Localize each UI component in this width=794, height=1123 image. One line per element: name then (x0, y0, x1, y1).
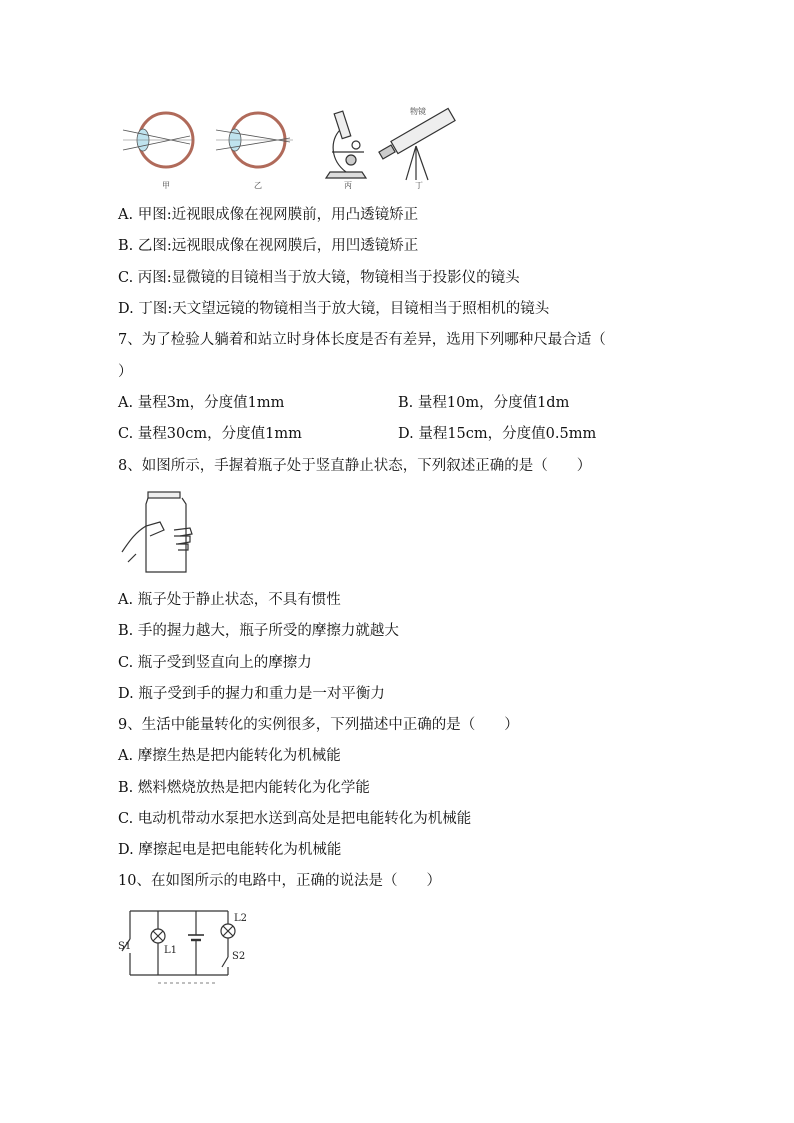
figure-label-bing: 丙 (344, 181, 352, 190)
eye-diagram-yi (216, 113, 293, 167)
q7-option-d: D. 量程15cm，分度值0.5mm (398, 426, 597, 442)
q6-option-d: D. 丁图:天文望远镜的物镜相当于放大镜，目镜相当于照相机的镜头 (118, 301, 550, 317)
q6-option-a: A. 甲图:近视眼成像在视网膜前，用凸透镜矫正 (118, 207, 419, 223)
microscope-icon (326, 111, 366, 178)
q8-option-a: A. 瓶子处于静止状态，不具有惯性 (118, 592, 341, 608)
optics-figure (118, 100, 468, 192)
q8-option-c: C. 瓶子受到竖直向上的摩擦力 (118, 655, 312, 671)
q7-stem: 7、为了检验人躺着和站立时身体长度是否有差异，选用下列哪种尺最合适（ (118, 332, 606, 348)
q8-stem: 8、如图所示，手握着瓶子处于竖直静止状态，下列叙述正确的是（ ） (118, 458, 592, 474)
figure-label-ding: 丁 (415, 181, 423, 190)
q10-stem: 10、在如图所示的电路中，正确的说法是（ ） (118, 873, 441, 889)
q8-option-d: D. 瓶子受到手的握力和重力是一对平衡力 (118, 686, 385, 702)
eye-diagram-jia (123, 113, 193, 167)
s2-label: S2 (232, 951, 246, 962)
q8-option-b: B. 手的握力越大，瓶子所受的摩擦力就越大 (118, 623, 399, 639)
hand-bottle-figure (120, 490, 195, 576)
q7-option-a: A. 量程3m，分度值1mm (118, 395, 285, 411)
l1-label: L1 (164, 945, 178, 956)
q7-option-b: B. 量程10m，分度值1dm (398, 395, 570, 411)
objective-lens-label: 物镜 (410, 107, 426, 116)
telescope-icon (379, 106, 455, 180)
q7-stem-cont: ） (118, 364, 133, 380)
q9-stem: 9、生活中能量转化的实例很多，下列描述中正确的是（ ） (118, 717, 519, 733)
q7-option-c: C. 量程30cm，分度值1mm (118, 426, 302, 442)
figure-label-jia: 甲 (162, 181, 170, 190)
circuit-diagram (118, 905, 258, 987)
q9-option-c: C. 电动机带动水泵把水送到高处是把电能转化为机械能 (118, 811, 472, 827)
q9-option-a: A. 摩擦生热是把内能转化为机械能 (118, 748, 341, 764)
q6-option-c: C. 丙图:显微镜的目镜相当于放大镜，物镜相当于投影仪的镜头 (118, 270, 520, 286)
q9-option-d: D. 摩擦起电是把电能转化为机械能 (118, 842, 342, 858)
q9-option-b: B. 燃料燃烧放热是把内能转化为化学能 (118, 780, 370, 796)
figure-label-yi: 乙 (254, 181, 262, 190)
l2-label: L2 (234, 913, 248, 924)
s1-label: S1 (118, 941, 132, 952)
q6-option-b: B. 乙图:远视眼成像在视网膜后，用凹透镜矫正 (118, 238, 419, 254)
